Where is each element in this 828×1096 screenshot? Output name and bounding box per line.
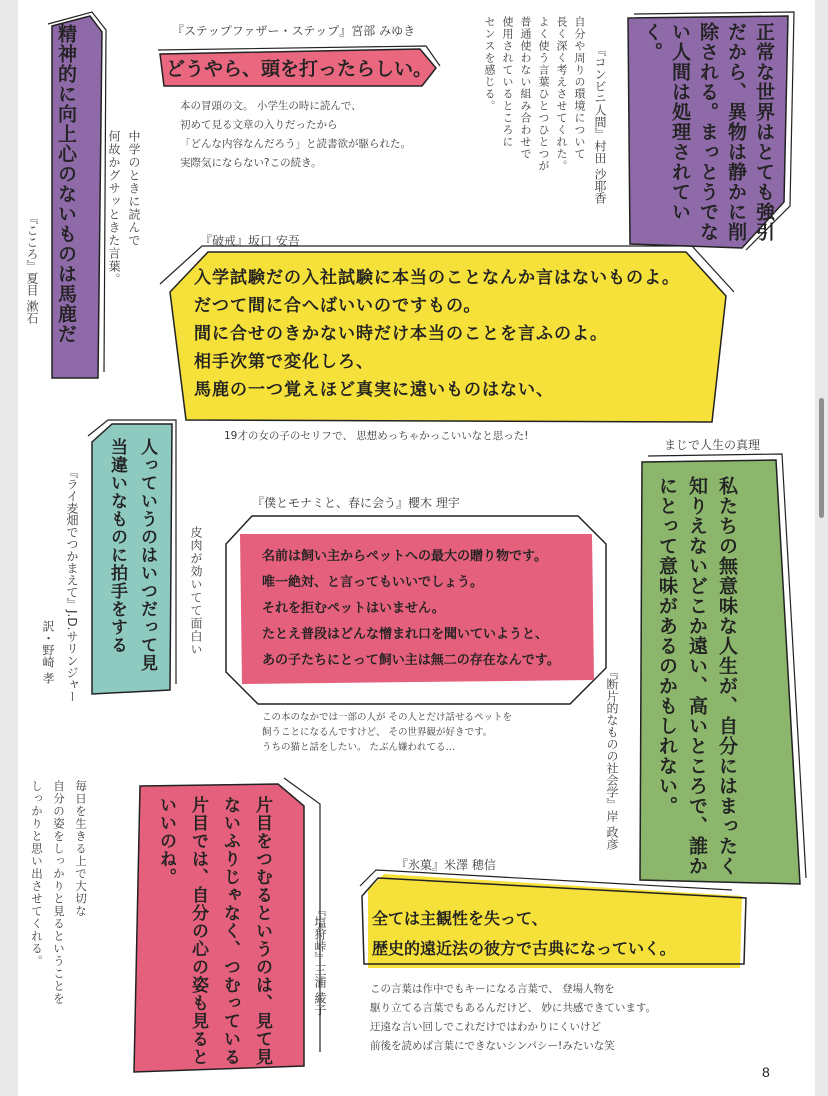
quote-hakai-line: だつて間に合へばいいのですもの。 — [194, 296, 482, 316]
quote-rye-line: 人っていうのはいつだって — [137, 438, 157, 654]
quote-rye-line: 見当違いなものに拍手をする — [107, 438, 157, 672]
entry-title-danpen: 『断片的なものの社会学』岸 政彦 — [605, 666, 619, 850]
quote-text-shiokari — [150, 796, 278, 1066]
note-konbini-line: 長く深く考えさせてくれた。 — [555, 16, 568, 172]
note-konbini-line: センスを感じる。 — [483, 16, 496, 112]
note-boku-line: この本のなかでは一部の人が その人とだけ話せるペットを — [262, 712, 513, 723]
quote-konbini-line: 正常な世界は — [753, 22, 775, 142]
note-shiokari-line: しっかりと思い出させてくれる。 — [30, 780, 44, 968]
quote-hakai-line: 入学試験だの入社試験に本当のことなんか言はないものよ。 — [194, 268, 680, 288]
entry-title-step: 『ステップファザー・ステップ』宮部 みゆき — [172, 24, 416, 38]
quote-boku-line: それを拒むペットはいません。 — [262, 601, 445, 616]
note-shiokari-line: 毎日を生きる上で大切な — [74, 780, 88, 918]
note-konbini-line: 普通使わない組み合わせで — [519, 16, 532, 160]
quote-boku-line: あの子たちにとって飼い主は無二の存在なんです。 — [262, 653, 560, 668]
quote-box-boku — [222, 508, 608, 708]
note-step-line: 本の冒頭の文。 小学生の時に読んで、 — [180, 100, 362, 112]
entry-title-shiokari: 『塩狩峠』三浦 綾子 — [313, 904, 327, 1016]
quote-text-danpen — [652, 476, 742, 876]
quote-hyouka-line: 全ては主観性を失って、 — [372, 909, 548, 928]
translator-rye: 訳・野崎 孝 — [41, 620, 55, 684]
quote-danpen-line: 私たちの無意味な人生が、 — [716, 476, 738, 716]
quote-text-kokoro — [54, 24, 78, 374]
entry-title-hyouka: 『氷菓』米澤 穂信 — [396, 858, 496, 872]
quote-boku-line: 唯一絶対、と言ってもいいでしょう。 — [262, 575, 484, 590]
note-boku-line: 飼うことになるんですけど、 その世界観が好きです。 — [262, 727, 493, 738]
note-step-line: 実際気にならない?この続き。 — [180, 157, 322, 169]
quote-box-step — [158, 46, 440, 88]
quote-danpen-line: 自分にはまったく知りえない — [686, 476, 738, 876]
quote-shiokari-line: 片目をつむるというのは、 — [252, 796, 272, 1012]
note-hakai: 19才の女の子のセリフで、 思想めっちゃかっこいいなと思った! — [224, 430, 529, 442]
entry-title-hakai: 『破戒』坂口 安吾 — [200, 234, 300, 248]
quote-box-hyouka — [360, 868, 752, 972]
scrollbar[interactable] — [819, 398, 824, 518]
note-konbini-line: 自分や周りの環境について — [573, 16, 586, 160]
quote-shiokari-line: つむっている片目では、 — [188, 796, 240, 1066]
quote-hakai-line: 間に合せのきかない時だけ本当のことを言ふのよ。 — [194, 324, 608, 344]
note-kokoro-line: 中学のときに読んで — [127, 130, 141, 247]
quote-konbini-line: 異物は静かに削除される。 — [697, 22, 747, 242]
note-step-line: 「どんな内容なんだろう」と読書欲が駆られた。 — [180, 138, 411, 150]
note-kokoro-line: 何故かグサッときた言葉。 — [107, 130, 121, 286]
quote-boku-line: 名前は飼い主からペットへの最大の贈り物です。 — [262, 549, 547, 564]
quote-box-konbini — [624, 12, 796, 250]
quote-text-hakai — [194, 264, 680, 404]
quote-kokoro-line: 向上心の — [55, 104, 77, 184]
quote-shiokari-line: 見て見ないふりじゃなく、 — [220, 796, 272, 1066]
entry-title-kokoro: 『こころ』夏目 漱石 — [25, 212, 39, 324]
quote-box-shiokari — [124, 776, 324, 1080]
note-boku-line: うちの猫と話をしたい。 たぶん嫌われてる… — [262, 742, 456, 753]
quote-kokoro-line: 馬鹿だ — [55, 284, 77, 344]
quote-kokoro-line: 精神的に — [55, 24, 77, 104]
page-number: 8 — [762, 1064, 770, 1080]
note-hyouka-line: 駆り立てる言葉でもあるんだけど、 妙に共感できています。 — [370, 1002, 656, 1014]
quote-box-kokoro — [46, 12, 108, 380]
quote-text-hyouka — [372, 904, 676, 964]
quote-konbini-line: まっとうでない人間は — [669, 22, 719, 242]
note-step-line: 初めて見る文章の入りだったから — [180, 119, 338, 131]
quote-danpen-line: どこか遠い、高いところで、 — [686, 576, 708, 836]
quote-box-danpen — [632, 452, 808, 892]
note-shiokari — [26, 780, 92, 1090]
note-konbini — [480, 16, 588, 221]
quote-hakai-line: 馬鹿の一つ覚えほど真実に遠いものはない、 — [194, 380, 554, 400]
quote-boku-line: たとえ普段はどんな憎まれ口を聞いていようと、 — [262, 627, 549, 642]
quote-text-konbini — [638, 22, 778, 242]
note-kokoro — [104, 130, 144, 330]
quote-danpen-line: 誰かにとって意味があるのかもしれない。 — [656, 476, 708, 876]
quote-shiokari-line: 自分の心の姿も見るといいのね。 — [156, 796, 208, 1066]
note-hyouka-line: 前後を読めば言葉にできないシンパシー!みたいな笑 — [370, 1040, 615, 1052]
quote-text-boku — [262, 544, 560, 674]
quote-text-rye — [102, 438, 162, 688]
note-shiokari-line: 自分の姿をしっかりと見るということを — [52, 780, 66, 1005]
note-step — [180, 97, 411, 173]
note-boku — [262, 710, 512, 755]
entry-title-konbini: 『コンビニ人間』村田 沙耶香 — [593, 44, 607, 204]
note-danpen: まじで人生の真理 — [664, 438, 761, 452]
quote-text-step: どうやら、頭を打ったらしい。 — [165, 57, 432, 80]
quote-box-rye — [86, 420, 180, 702]
entry-title-boku: 『僕とモナミと、春に会う』櫻木 理宇 — [252, 496, 460, 510]
quote-hyouka-line: 歴史的遠近法の彼方で古典になっていく。 — [372, 939, 676, 958]
entry-title-rye: 『ライ麦畑でつかまえて』J.D.サリンジャー — [65, 466, 79, 703]
quote-hakai-line: 相手次第で変化しろ、 — [194, 352, 374, 372]
note-konbini-line: よく使う言葉ひとつひとつが — [537, 16, 550, 172]
note-konbini-line: 使用されているところに — [501, 16, 514, 148]
note-hyouka — [370, 980, 656, 1056]
quote-konbini-line: とても強引だから、 — [725, 22, 775, 242]
note-hyouka-line: この言葉は作中でもキーになる言葉で、 登場人物を — [370, 983, 615, 995]
note-rye: 皮肉が効いてて面白い — [189, 526, 203, 656]
quote-box-hakai — [156, 244, 736, 424]
quote-konbini-line: 処理されていく。 — [641, 22, 691, 222]
note-hyouka-line: 迂遠な言い回しでこれだけではわかりにくいけど — [370, 1021, 601, 1033]
quote-kokoro-line: ないものは — [55, 184, 77, 284]
